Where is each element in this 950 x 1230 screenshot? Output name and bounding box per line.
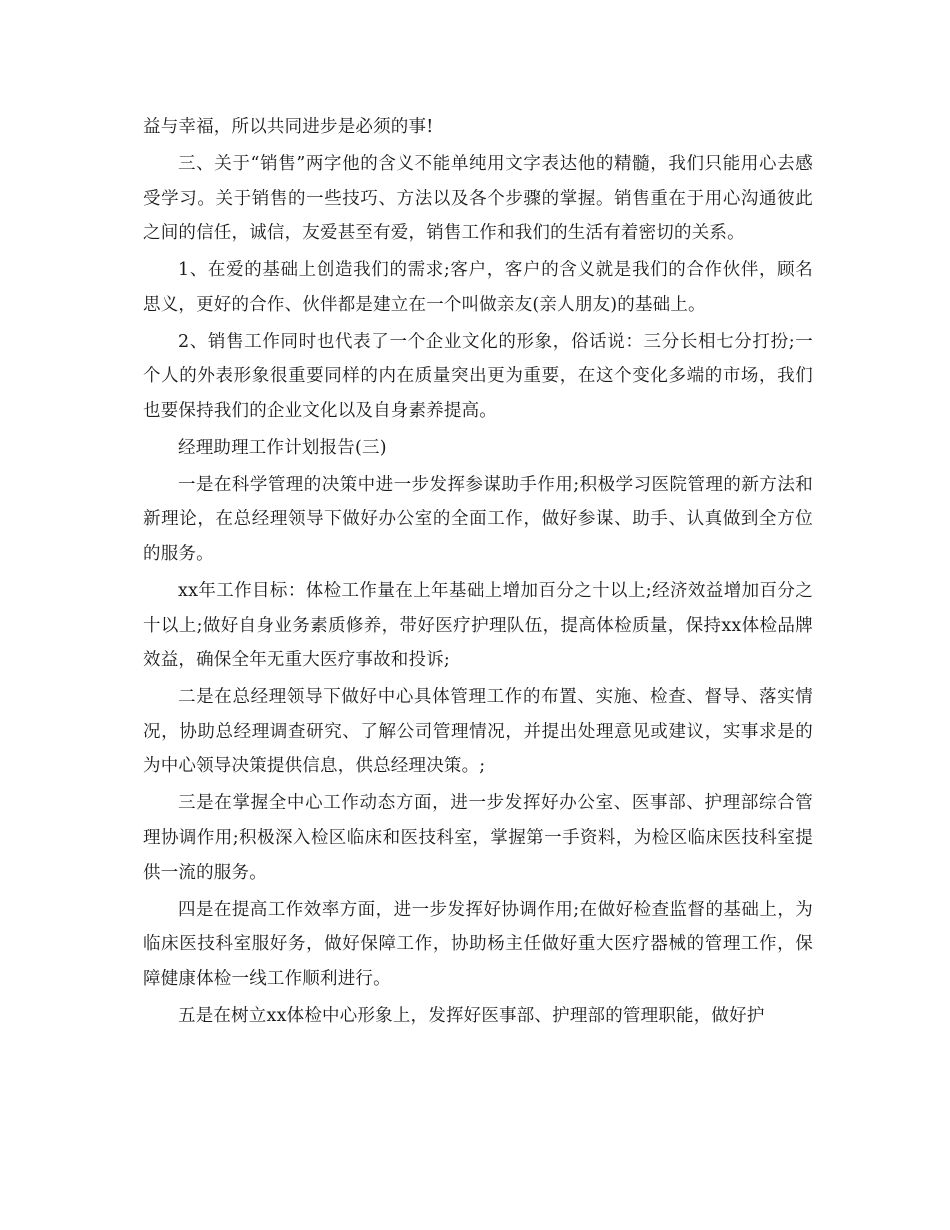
paragraph-point-1: 1、在爱的基础上创造我们的需求;客户，客户的含义就是我们的合作伙伴，顾名思义，更好的合作、伙伴都是建立在一个叫做亲友(亲人朋友)的基础上。 [143,260,813,315]
paragraph-sales-meaning: 三、关于“销售”两字他的含义不能单纯用文字表达他的精髓，我们只能用心去感受学习。关于销售的一些技巧、方法以及各个步骤的掌握。销售重在于用心沟通彼此之间的信任，诚信，友爱甚至有爱，销售工作和我们的生活有着密切的关系。 [143,153,813,244]
document-body [143,110,813,1036]
paragraph-item-4: 四是在提高工作效率方面，进一步发挥好协调作用;在做好检查监督的基础上，为临床医技科室服好务，做好保障工作，协助杨主任做好重大医疗器械的管理工作，保障健康体检一线工作顺利进行。 [143,899,813,989]
paragraph-continuation: 益与幸福，所以共同进步是必须的事! [143,117,434,137]
section-heading: 经理助理工作计划报告(三) [178,437,387,458]
paragraph-annual-goal: xx年工作目标：体检工作量在上年基础上增加百分之十以上;经济效益增加百分之十以上;做好自身业务素质修养，带好医疗护理队伍，提高体检质量，保持xx体检品牌效益，确保全年无重大医疗事故和投诉; [143,581,813,671]
paragraph-point-2: 2、销售工作同时也代表了一个企业文化的形象，俗话说：三分长相七分打扮;一个人的外表形象很重要同样的内在质量突出更为重要，在这个变化多端的市场，我们也要保持我们的企业文化以及自身素养提高。 [143,331,813,421]
paragraph-item-5: 五是在树立xx体检中心形象上，发挥好医事部、护理部的管理职能，做好护 [178,1005,765,1026]
paragraph-item-3: 三是在掌握全中心工作动态方面，进一步发挥好办公室、医事部、护理部综合管理协调作用;积极深入检区临床和医技科室，掌握第一手资料，为检区临床医技科室提供一流的服务。 [143,793,813,883]
paragraph-item-2: 二是在总经理领导下做好中心具体管理工作的布置、实施、检查、督导、落实情况，协助总经理调查研究、了解公司管理情况，并提出处理意见或建议，实事求是的为中心领导决策提供信息，供总经理决策。; [143,687,813,777]
paragraph-item-1: 一是在科学管理的决策中进一步发挥参谋助手作用;积极学习医院管理的新方法和新理论，在总经理领导下做好办公室的全面工作，做好参谋、助手、认真做到全方位的服务。 [143,474,813,565]
